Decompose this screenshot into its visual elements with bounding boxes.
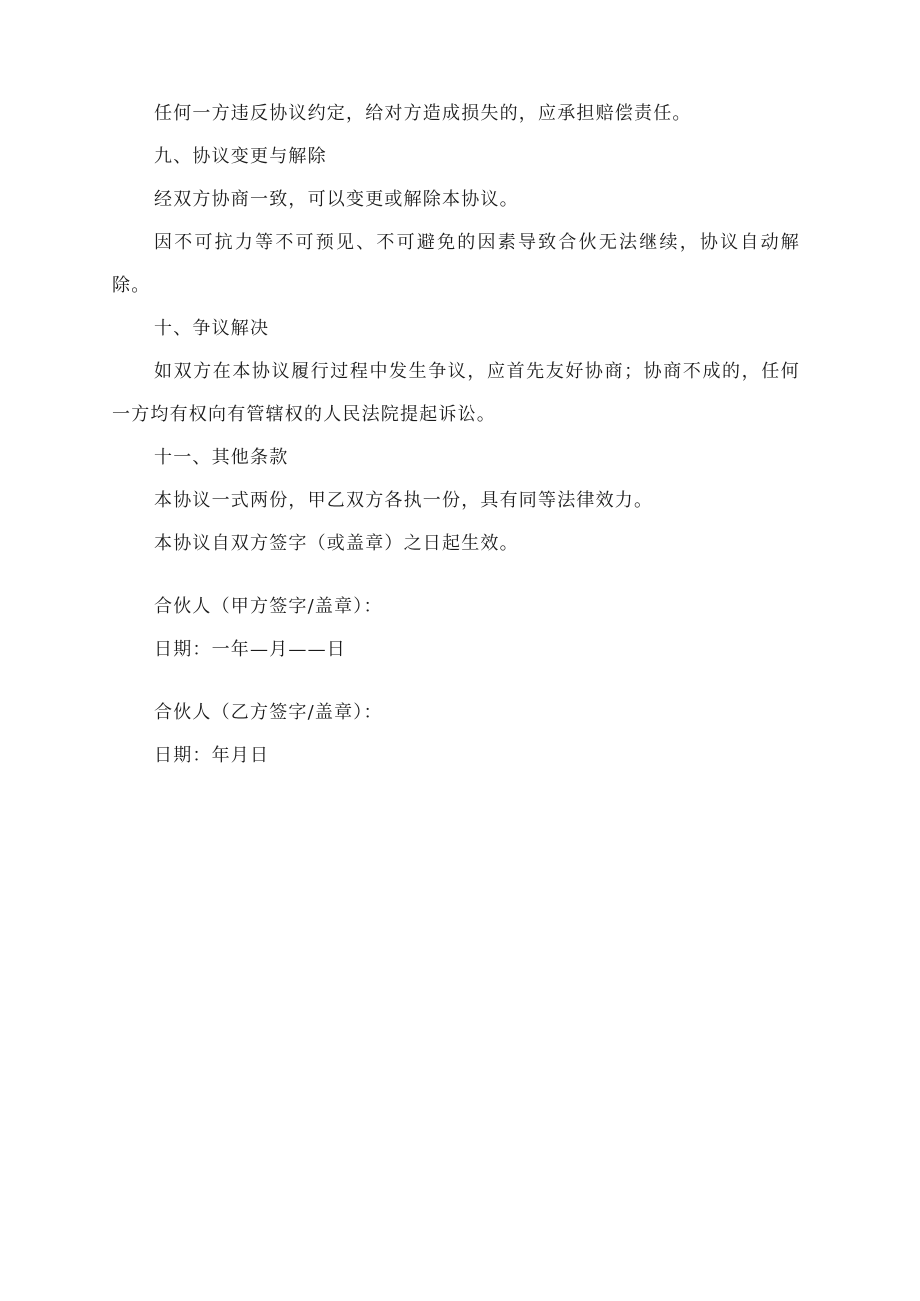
signature-party-b-date: 日期：年月日 [154,745,270,766]
clause-copies: 本协议一式两份，甲乙双方各执一份，具有同等法律效力。 [154,490,654,511]
document-body [112,92,800,777]
clause-mutual-amendment: 经双方协商一致，可以变更或解除本协议。 [154,189,519,210]
section-heading-amendment-termination: 九、协议变更与解除 [154,146,327,167]
spacer [112,671,800,691]
section-heading-dispute-resolution: 十、争议解决 [154,318,270,339]
signature-party-a-label: 合伙人（甲方签字/盖章）： [154,596,383,617]
section-heading-other-terms: 十一、其他条款 [154,447,289,468]
clause-breach-liability: 任何一方违反协议约定，给对方造成损失的，应承担赔偿责任。 [154,103,692,124]
clause-dispute-resolution: 如双方在本协议履行过程中发生争议，应首先友好协商；协商不成的，任何一方均有权向有管辖权的人民法院提起诉讼。 [112,361,800,425]
spacer [112,565,800,585]
signature-party-b-label: 合伙人（乙方签字/盖章）： [154,702,383,723]
clause-effective-date: 本协议自双方签字（或盖章）之日起生效。 [154,533,519,554]
signature-party-a-date: 日期：一年—月——日 [154,639,346,660]
clause-force-majeure: 因不可抗力等不可预见、不可避免的因素导致合伙无法继续，协议自动解除。 [112,232,800,296]
